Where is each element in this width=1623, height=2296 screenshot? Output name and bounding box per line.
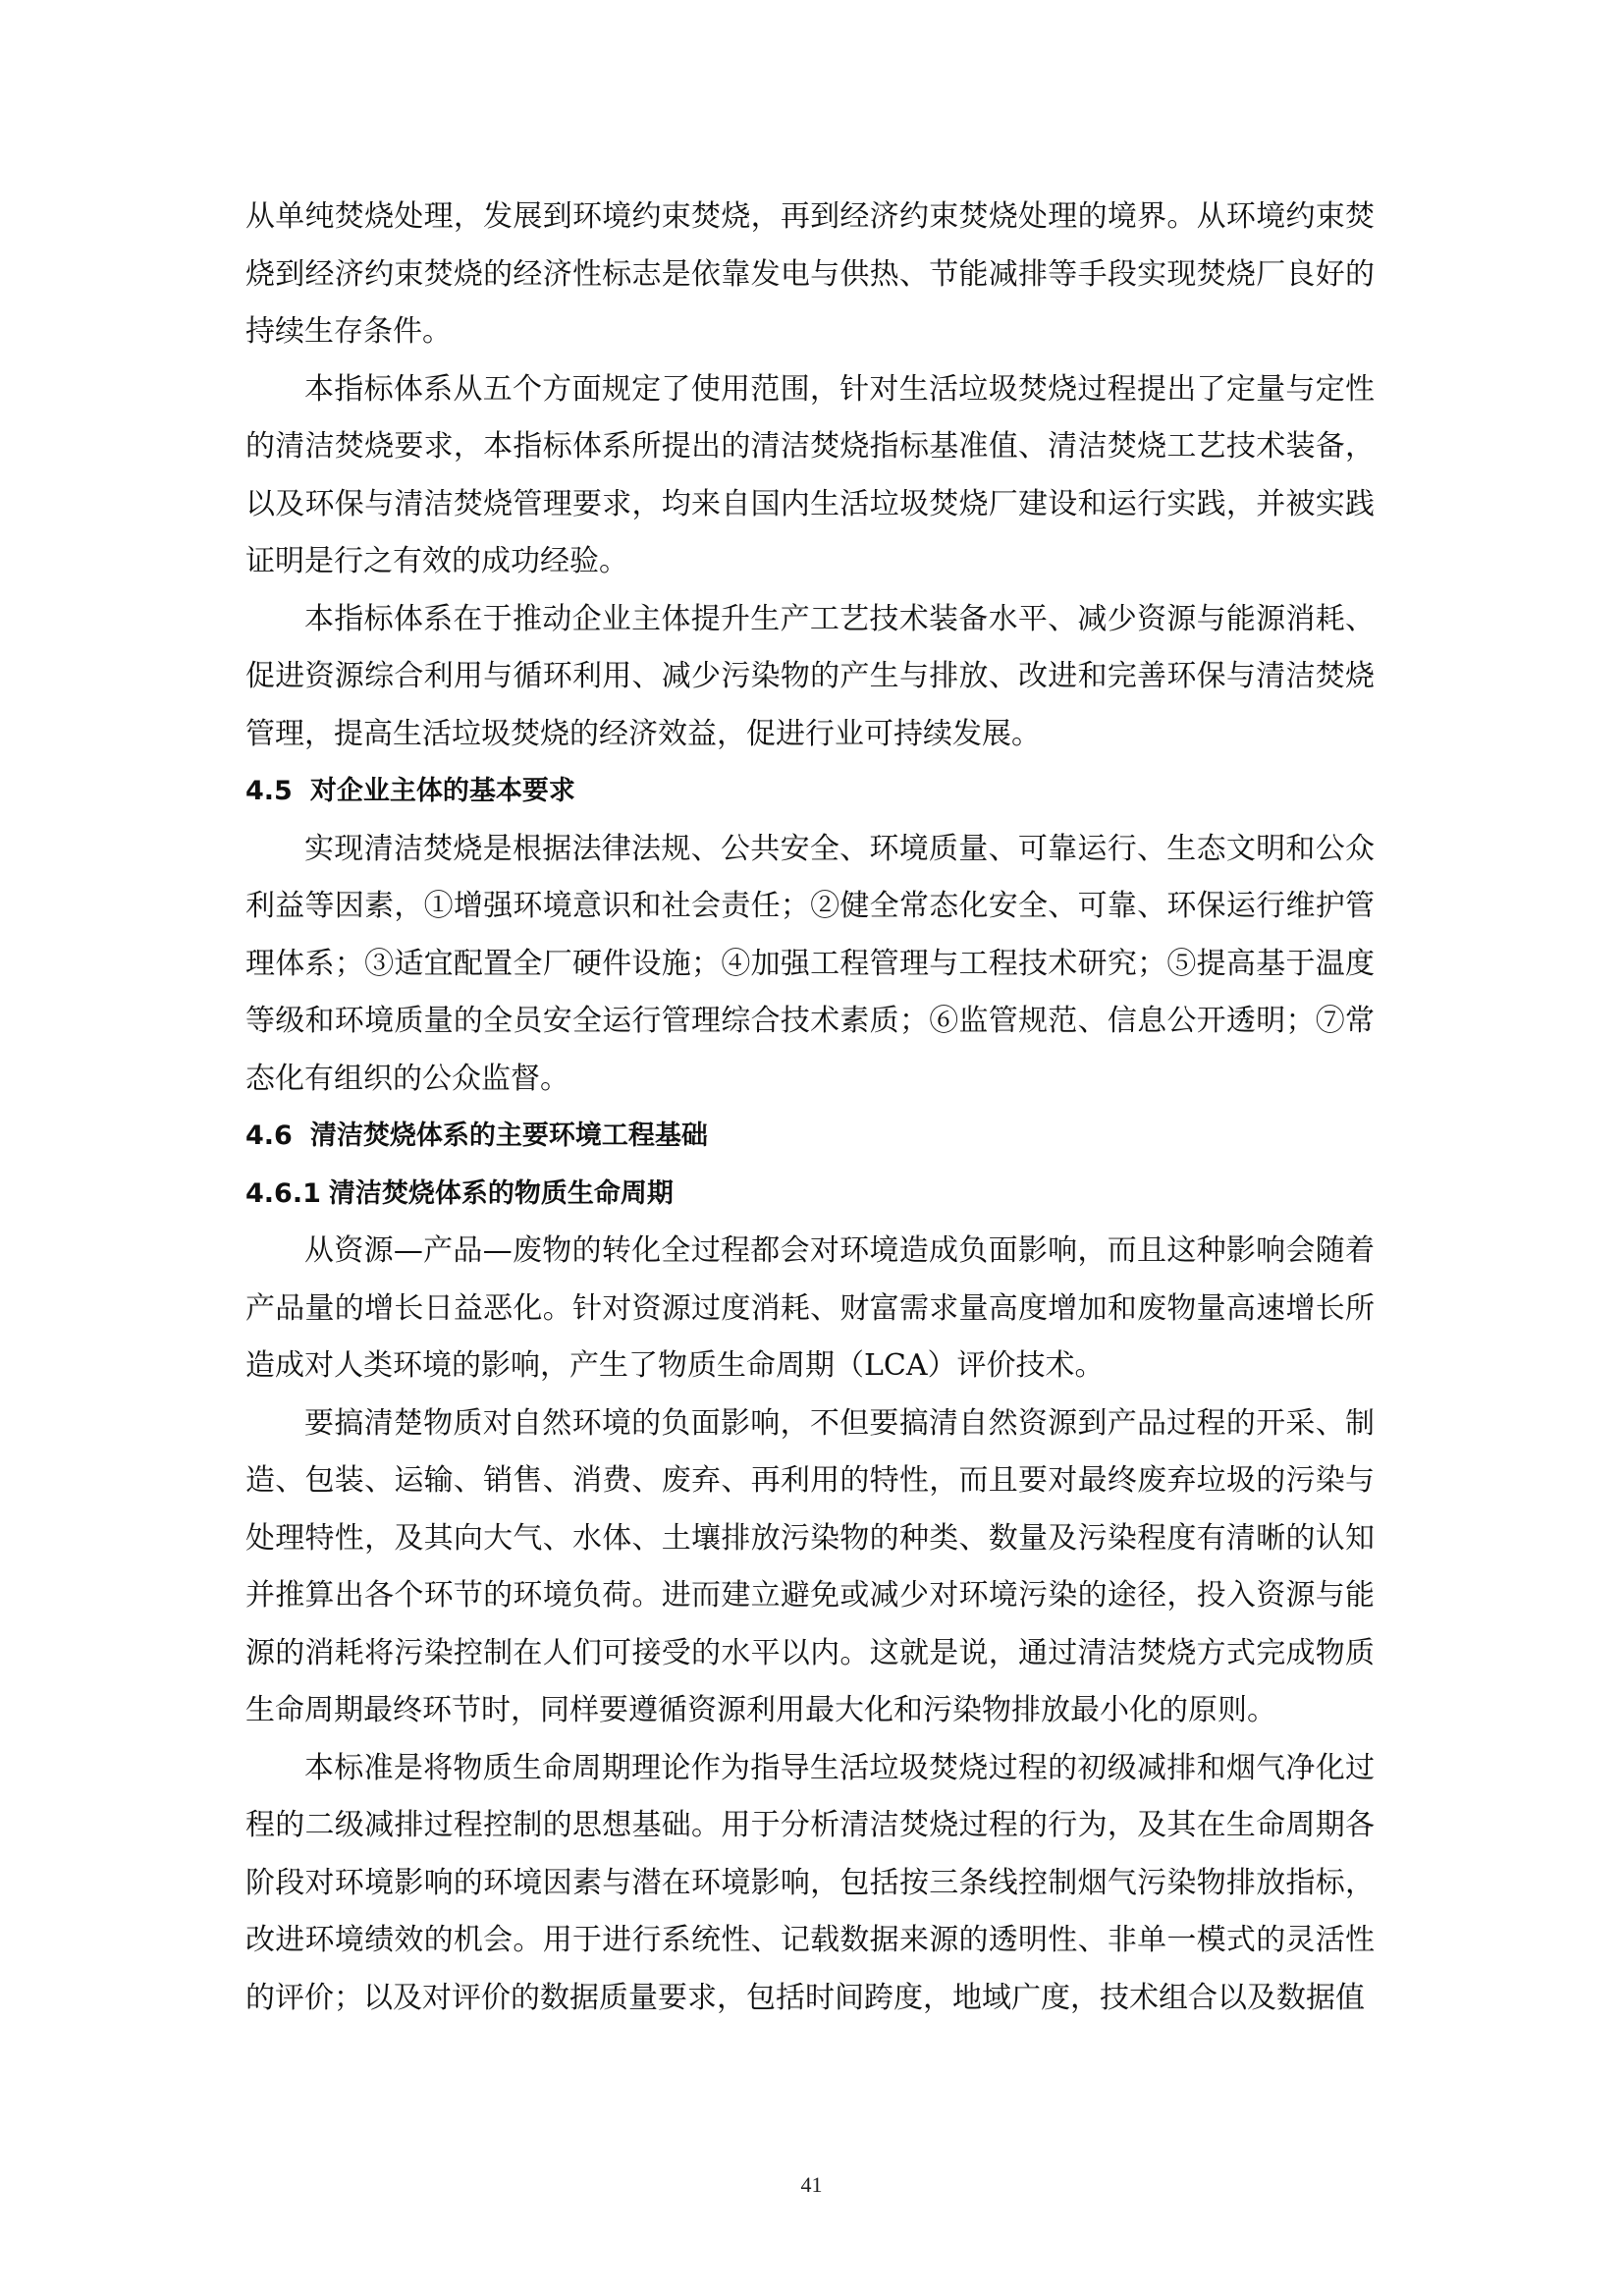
paragraph: 本指标体系从五个方面规定了使用范围，针对生活垃圾焚烧过程提出了定量与定性的清洁焚烧要求，本指标体系所提出的清洁焚烧指标基准值、清洁焚烧工艺技术装备，以及环保与清洁焚烧管理要求，均来自国内生活垃圾焚烧厂建设和运行实践，并被实践证明是行之有效的成功经验。 — [245, 371, 1375, 578]
section-heading-4-6-1 — [245, 1166, 1375, 1224]
paragraph: 实现清洁焚烧是根据法律法规、公共安全、环境质量、可靠运行、生态文明和公众利益等因素，①增强环境意识和社会责任；②健全常态化安全、可靠、环保运行维护管理体系；③适宜配置全厂硬件设施；④加强工程管理与工程技术研究；⑤提高基于温度等级和环境质量的全员安全运行管理综合技术素质；⑥监管规范、信息公开透明；⑦常态化有组织的公众监督。 — [245, 831, 1375, 1096]
section-number: 4.6.1 — [245, 1177, 321, 1209]
paragraph: 从资源—产品—废物的转化全过程都会对环境造成负面影响，而且这种影响会随着产品量的增长日益恶化。针对资源过度消耗、财富需求量高度增加和废物量高速增长所造成对人类环境的影响，产生了物质生命周期（LCA）评价技术。 — [245, 1233, 1375, 1383]
paragraph: 本标准是将物质生命周期理论作为指导生活垃圾焚烧过程的初级减排和烟气净化过程的二级减排过程控制的思想基础。用于分析清洁焚烧过程的行为，及其在生命周期各阶段对环境影响的环境因素与潜在环境影响，包括按三条线控制烟气污染物排放指标，改进环境绩效的机会。用于进行系统性、记载数据来源的透明性、非单一模式的灵活性的评价；以及对评价的数据质量要求，包括时间跨度，地域广度，技术组合以及数据值 — [245, 1750, 1375, 2015]
page-number: 41 — [800, 2172, 823, 2197]
section-heading-4-6 — [245, 1108, 1375, 1166]
paragraph: 从单纯焚烧处理，发展到环境约束焚烧，再到经济约束焚烧处理的境界。从环境约束焚烧到经济约束焚烧的经济性标志是依靠发电与供热、节能减排等手段实现焚烧厂良好的持续生存条件。 — [245, 199, 1375, 349]
section-number: 4.6 — [245, 1121, 293, 1151]
paragraph: 本指标体系在于推动企业主体提升生产工艺技术装备水平、减少资源与能源消耗、促进资源综合利用与循环利用、减少污染物的产生与排放、改进和完善环保与清洁焚烧管理，提高生活垃圾焚烧的经济效益，促进行业可持续发展。 — [245, 601, 1375, 751]
section-title: 清洁焚烧体系的物质生命周期 — [328, 1177, 674, 1209]
section-number: 4.5 — [245, 776, 293, 806]
section-heading-4-5 — [245, 763, 1375, 821]
document-page — [245, 189, 1375, 2027]
section-title: 对企业主体的基本要求 — [309, 776, 575, 806]
section-title: 清洁焚烧体系的主要环境工程基础 — [309, 1121, 708, 1151]
paragraph: 要搞清楚物质对自然环境的负面影响，不但要搞清自然资源到产品过程的开采、制造、包装、运输、销售、消费、废弃、再利用的特性，而且要对最终废弃垃圾的污染与处理特性，及其向大气、水体、土壤排放污染物的种类、数量及污染程度有清晰的认知并推算出各个环节的环境负荷。进而建立避免或减少对环境污染的途径，投入资源与能源的消耗将污染控制在人们可接受的水平以内。这就是说，通过清洁焚烧方式完成物质生命周期最终环节时，同样要遵循资源利用最大化和污染物排放最小化的原则。 — [245, 1405, 1375, 1727]
